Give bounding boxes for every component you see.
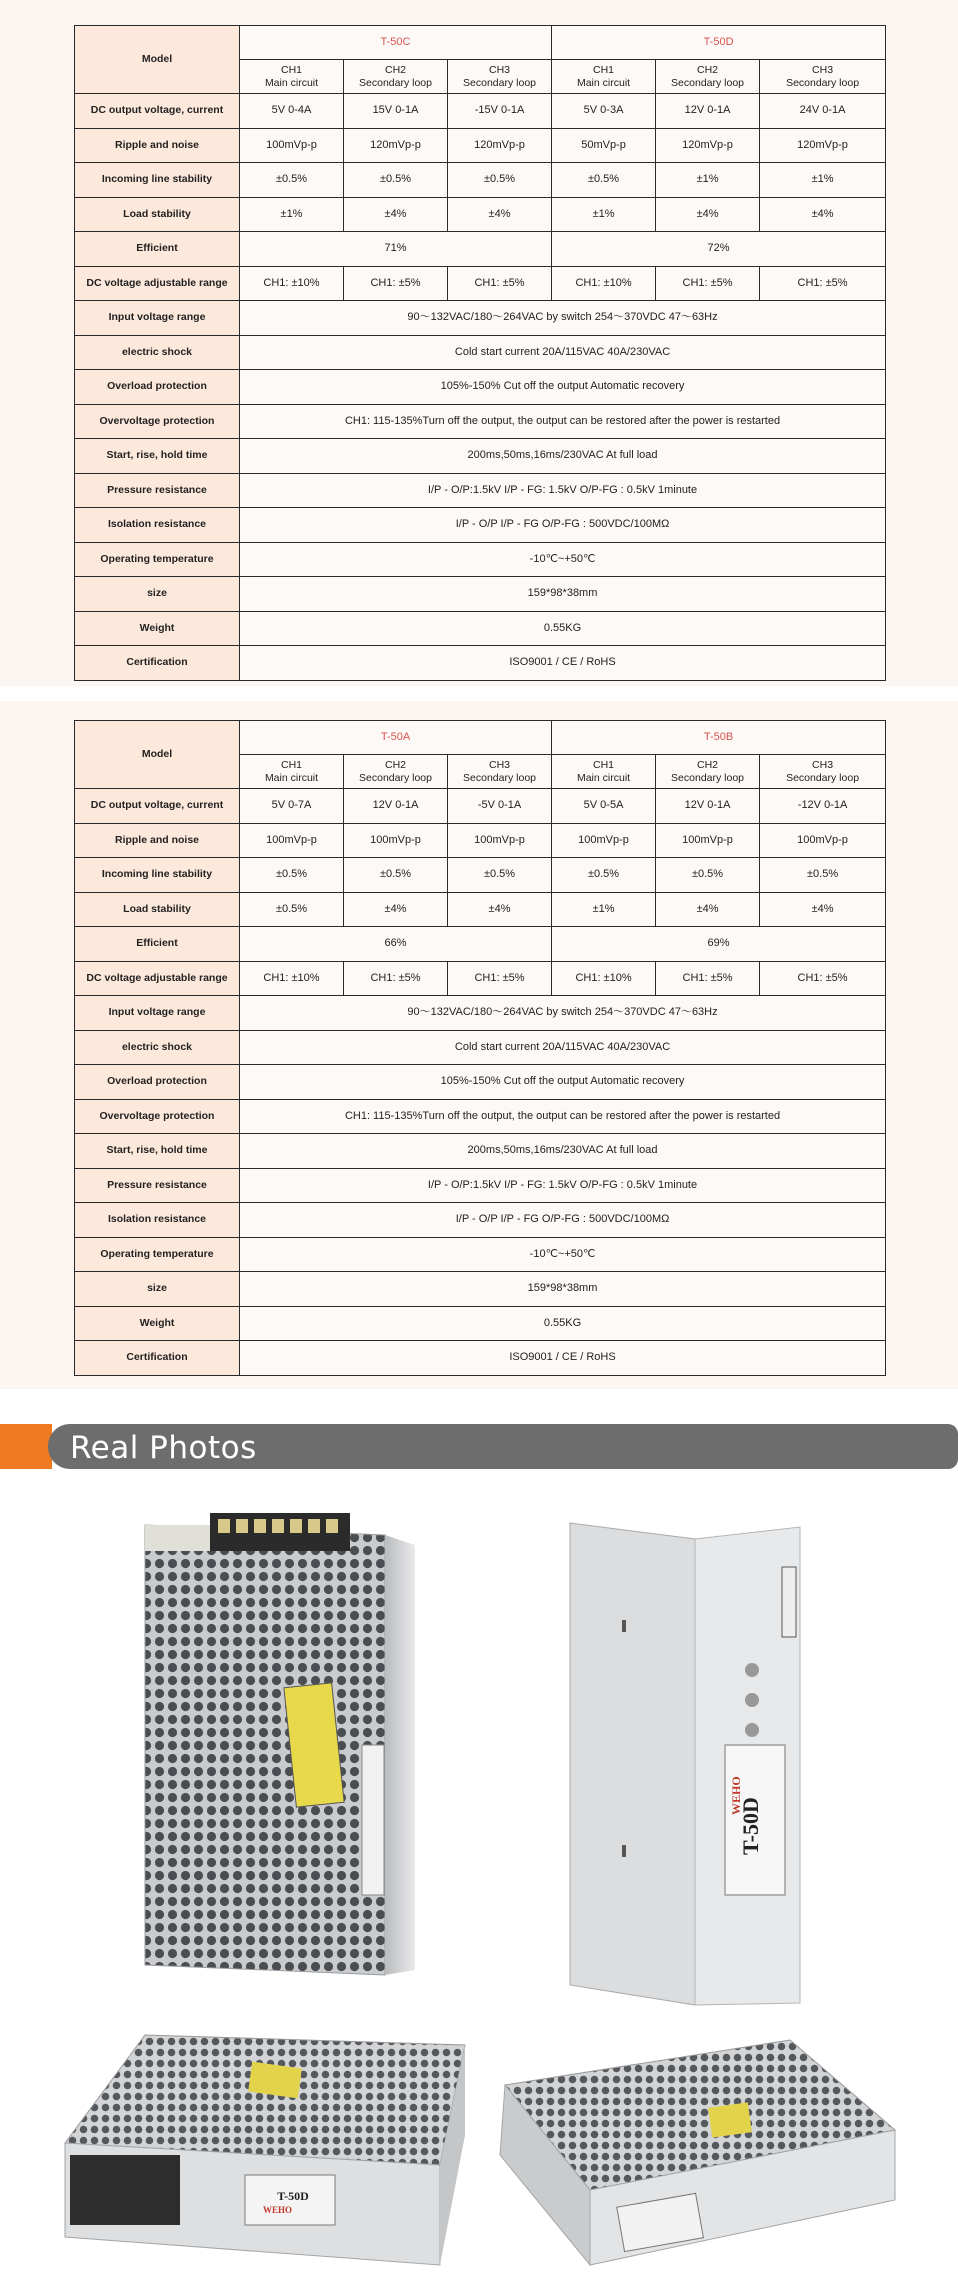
channel-header [552, 755, 656, 789]
spec-label: Ripple and noise [75, 823, 240, 858]
spec-row [75, 404, 886, 439]
spec-value: CH1: ±10% [240, 961, 344, 996]
spec-value: 100mVp-p [760, 823, 886, 858]
spec-value: 5V 0-7A [240, 789, 344, 824]
spec-value: ±0.5% [240, 892, 344, 927]
spec-row [75, 789, 886, 824]
spec-value: 100mVp-p [240, 823, 344, 858]
spec-value: ±0.5% [344, 163, 448, 198]
spec-label: DC voltage adjustable range [75, 961, 240, 996]
spec-value: ±4% [760, 892, 886, 927]
spec-row [75, 858, 886, 893]
spec-value: 5V 0-5A [552, 789, 656, 824]
spec-table-1 [74, 25, 886, 681]
spec-value: ±4% [344, 197, 448, 232]
model-name-a: T-50A [240, 721, 552, 755]
spec-value: 200ms,50ms,16ms/230VAC At full load [240, 439, 886, 474]
spec-row [75, 370, 886, 405]
photo-psu-flat-left [45, 2025, 470, 2275]
channel-header [552, 60, 656, 94]
spec-label: size [75, 1272, 240, 1307]
spec-label: Operating temperature [75, 542, 240, 577]
spec-value: 100mVp-p [448, 823, 552, 858]
channel-type: Secondary loop [671, 771, 745, 784]
channel-header [448, 60, 552, 94]
spec-value: -12V 0-1A [760, 789, 886, 824]
spec-row [75, 646, 886, 681]
spec-value: ISO9001 / CE / RoHS [240, 1341, 886, 1376]
spec-label: electric shock [75, 1030, 240, 1065]
spec-row [75, 94, 886, 129]
spec-value: CH1: 115-135%Turn off the output, the output can be restored after the power is restarted [240, 1099, 886, 1134]
spec-label: Pressure resistance [75, 473, 240, 508]
spec-value: CH1: ±10% [552, 961, 656, 996]
spec-row [75, 823, 886, 858]
channel-header [760, 60, 886, 94]
spec-value: ±4% [448, 197, 552, 232]
spec-label: Efficient [75, 232, 240, 267]
channel-id: CH3 [812, 758, 834, 771]
spec-row [75, 1099, 886, 1134]
spec-value: I/P - O/P I/P - FG O/P-FG : 500VDC/100MΩ [240, 508, 886, 543]
spec-panel-2 [0, 701, 958, 1389]
spec-value: CH1: ±5% [656, 266, 760, 301]
spec-value: -10℃~+50℃ [240, 542, 886, 577]
spec-value: 0.55KG [240, 1306, 886, 1341]
spec-row [75, 508, 886, 543]
spec-value: 90～132VAC/180～264VAC by switch 254～370VDC 47～63Hz [240, 301, 886, 336]
photo-psu-flat-right [490, 2030, 900, 2275]
channel-header [448, 755, 552, 789]
spec-label: Incoming line stability [75, 858, 240, 893]
spec-row [75, 163, 886, 198]
channel-type: Main circuit [576, 771, 631, 784]
spec-value: ±1% [760, 163, 886, 198]
channel-id: CH3 [489, 63, 511, 76]
spec-value: ±4% [760, 197, 886, 232]
spec-value: CH1: ±5% [760, 961, 886, 996]
model-header: Model [75, 26, 240, 94]
spec-value: ±0.5% [656, 858, 760, 893]
model-name-b: T-50D [552, 26, 886, 60]
spec-value: 120mVp-p [448, 128, 552, 163]
spec-label: Weight [75, 611, 240, 646]
channel-type: Secondary loop [786, 771, 860, 784]
model-name-b: T-50B [552, 721, 886, 755]
adjustable-row [75, 961, 886, 996]
spec-value: 105%-150% Cut off the output Automatic recovery [240, 370, 886, 405]
spec-row [75, 577, 886, 612]
spec-label: DC output voltage, current [75, 789, 240, 824]
spec-value: ±1% [552, 197, 656, 232]
spec-value: I/P - O/P:1.5kV I/P - FG: 1.5kV O/P-FG : 0.5kV 1minute [240, 473, 886, 508]
spec-value: ±0.5% [344, 858, 448, 893]
channel-header [344, 60, 448, 94]
spec-label: Input voltage range [75, 996, 240, 1031]
spec-row [75, 1168, 886, 1203]
spec-panel-1 [0, 0, 958, 686]
spec-label: Input voltage range [75, 301, 240, 336]
channel-type: Main circuit [576, 76, 631, 89]
spec-value: 12V 0-1A [656, 94, 760, 129]
spec-value: ±4% [656, 197, 760, 232]
spec-value: 100mVp-p [552, 823, 656, 858]
channel-id: CH1 [280, 63, 302, 76]
spec-value: ±1% [552, 892, 656, 927]
psu-brand-label-2: WEHO [263, 2205, 293, 2215]
spec-value: ±1% [656, 163, 760, 198]
channel-type: Secondary loop [463, 76, 536, 89]
channel-id: CH2 [697, 63, 719, 76]
spec-row [75, 1203, 886, 1238]
channel-type: Main circuit [264, 771, 319, 784]
spec-value: 12V 0-1A [344, 789, 448, 824]
spec-value: ISO9001 / CE / RoHS [240, 646, 886, 681]
channel-type: Secondary loop [463, 771, 536, 784]
spec-label: size [75, 577, 240, 612]
spec-label: Incoming line stability [75, 163, 240, 198]
spec-value: ±4% [344, 892, 448, 927]
spec-value: Cold start current 20A/115VAC 40A/230VAC [240, 335, 886, 370]
header-row [75, 26, 886, 60]
spec-value: ±0.5% [448, 163, 552, 198]
spec-value: CH1: ±10% [240, 266, 344, 301]
spec-value: -15V 0-1A [448, 94, 552, 129]
spec-value: ±0.5% [240, 858, 344, 893]
spec-row [75, 996, 886, 1031]
spec-value: CH1: 115-135%Turn off the output, the output can be restored after the power is restarted [240, 404, 886, 439]
spec-label: electric shock [75, 335, 240, 370]
channel-type: Secondary loop [359, 771, 432, 784]
channel-id: CH2 [384, 63, 406, 76]
spec-label: Pressure resistance [75, 1168, 240, 1203]
psu-model-label: T-50D [738, 1797, 763, 1855]
spec-value: 0.55KG [240, 611, 886, 646]
spec-label: Start, rise, hold time [75, 439, 240, 474]
spec-row [75, 473, 886, 508]
channel-id: CH2 [697, 758, 719, 771]
spec-value: ±1% [240, 197, 344, 232]
spec-value: CH1: ±5% [448, 961, 552, 996]
spec-label: Weight [75, 1306, 240, 1341]
efficiency-b: 72% [552, 232, 886, 267]
spec-row [75, 197, 886, 232]
section-title: Real Photos [70, 1430, 257, 1466]
spec-value: ±0.5% [448, 858, 552, 893]
channel-header [656, 60, 760, 94]
spec-value: 100mVp-p [656, 823, 760, 858]
spec-row [75, 335, 886, 370]
efficiency-b: 69% [552, 927, 886, 962]
efficiency-a: 66% [240, 927, 552, 962]
spec-label: Isolation resistance [75, 508, 240, 543]
channel-header [656, 755, 760, 789]
banner-bar [48, 1424, 958, 1469]
header-row [75, 721, 886, 755]
spec-value: 90～132VAC/180～264VAC by switch 254～370VDC 47～63Hz [240, 996, 886, 1031]
spec-value: 50mVp-p [552, 128, 656, 163]
channel-header [240, 755, 344, 789]
adjustable-row [75, 266, 886, 301]
spec-row [75, 1237, 886, 1272]
spec-row [75, 1306, 886, 1341]
spec-value: ±0.5% [552, 163, 656, 198]
spec-label: DC voltage adjustable range [75, 266, 240, 301]
spec-row [75, 128, 886, 163]
spec-label: Overload protection [75, 1065, 240, 1100]
spec-row [75, 1065, 886, 1100]
spec-value: CH1: ±5% [448, 266, 552, 301]
spec-label: Load stability [75, 197, 240, 232]
spec-value: ±0.5% [240, 163, 344, 198]
channel-id: CH2 [384, 758, 406, 771]
spec-value: CH1: ±5% [344, 266, 448, 301]
channel-id: CH3 [812, 63, 834, 76]
spec-label: Overvoltage protection [75, 404, 240, 439]
spec-value: 100mVp-p [240, 128, 344, 163]
psu-model-label-2: T-50D [277, 2189, 309, 2203]
spec-value: 12V 0-1A [656, 789, 760, 824]
spec-label: DC output voltage, current [75, 94, 240, 129]
channel-header [760, 755, 886, 789]
spec-value: CH1: ±10% [552, 266, 656, 301]
channel-header [240, 60, 344, 94]
spec-value: Cold start current 20A/115VAC 40A/230VAC [240, 1030, 886, 1065]
channel-id: CH3 [489, 758, 511, 771]
spec-label: Certification [75, 1341, 240, 1376]
channel-type: Main circuit [264, 76, 319, 89]
spec-label: Overvoltage protection [75, 1099, 240, 1134]
real-photos-banner [0, 1424, 958, 1469]
photo-psu-side [560, 1515, 810, 2010]
model-name-a: T-50C [240, 26, 552, 60]
spec-row [75, 1341, 886, 1376]
spec-label: Start, rise, hold time [75, 1134, 240, 1169]
spec-value: CH1: ±5% [344, 961, 448, 996]
spec-value: 120mVp-p [656, 128, 760, 163]
channel-type: Secondary loop [359, 76, 432, 89]
spec-row [75, 611, 886, 646]
spec-value: 159*98*38mm [240, 1272, 886, 1307]
spec-label: Efficient [75, 927, 240, 962]
spec-value: I/P - O/P I/P - FG O/P-FG : 500VDC/100MΩ [240, 1203, 886, 1238]
spec-label: Load stability [75, 892, 240, 927]
spec-value: ±4% [656, 892, 760, 927]
spec-value: 15V 0-1A [344, 94, 448, 129]
spec-label: Ripple and noise [75, 128, 240, 163]
spec-value: 105%-150% Cut off the output Automatic recovery [240, 1065, 886, 1100]
photo-psu-front [140, 1505, 430, 1985]
spec-value: -10℃~+50℃ [240, 1237, 886, 1272]
channel-id: CH1 [593, 758, 615, 771]
spec-value: CH1: ±5% [656, 961, 760, 996]
model-header: Model [75, 721, 240, 789]
channel-type: Secondary loop [671, 76, 745, 89]
channel-id: CH1 [280, 758, 302, 771]
spec-value: 100mVp-p [344, 823, 448, 858]
spec-row [75, 542, 886, 577]
channel-type: Secondary loop [786, 76, 860, 89]
spec-row [75, 1030, 886, 1065]
channel-id: CH1 [593, 63, 615, 76]
spec-value: 120mVp-p [344, 128, 448, 163]
spec-label: Isolation resistance [75, 1203, 240, 1238]
spec-value: I/P - O/P:1.5kV I/P - FG: 1.5kV O/P-FG : 0.5kV 1minute [240, 1168, 886, 1203]
channel-header [344, 755, 448, 789]
spec-label: Certification [75, 646, 240, 681]
spec-value: ±0.5% [760, 858, 886, 893]
spec-value: 5V 0-3A [552, 94, 656, 129]
banner-accent [0, 1424, 52, 1469]
spec-value: 24V 0-1A [760, 94, 886, 129]
spec-value: 5V 0-4A [240, 94, 344, 129]
efficiency-a: 71% [240, 232, 552, 267]
spec-value: -5V 0-1A [448, 789, 552, 824]
spec-label: Operating temperature [75, 1237, 240, 1272]
spec-value: ±0.5% [552, 858, 656, 893]
spec-value: 159*98*38mm [240, 577, 886, 612]
spec-row [75, 439, 886, 474]
spec-row [75, 1134, 886, 1169]
spec-value: 120mVp-p [760, 128, 886, 163]
efficient-row [75, 232, 886, 267]
spec-value: ±4% [448, 892, 552, 927]
spec-label: Overload protection [75, 370, 240, 405]
spec-value: 200ms,50ms,16ms/230VAC At full load [240, 1134, 886, 1169]
spec-row [75, 301, 886, 336]
psu-brand-label: WEHO [729, 1776, 743, 1815]
efficient-row [75, 927, 886, 962]
spec-value: CH1: ±5% [760, 266, 886, 301]
spec-row [75, 1272, 886, 1307]
spec-row [75, 892, 886, 927]
spec-table-2 [74, 720, 886, 1376]
